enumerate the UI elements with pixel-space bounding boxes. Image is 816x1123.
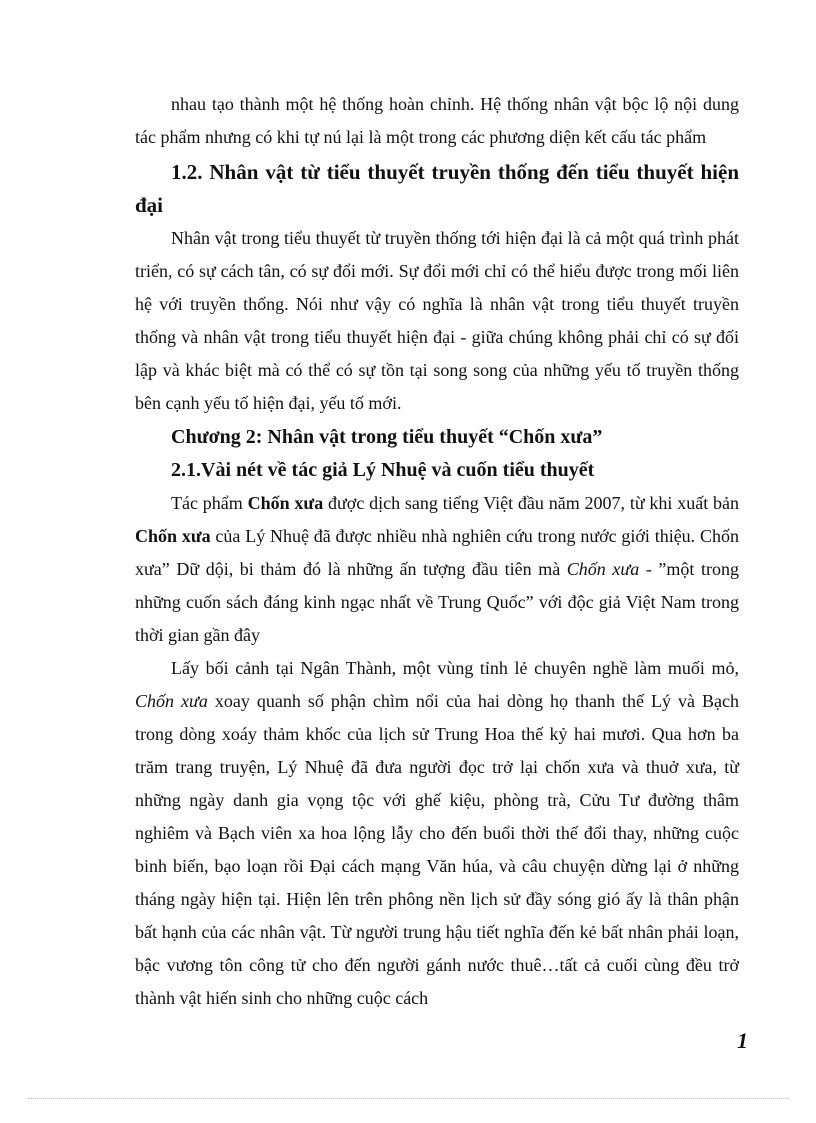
paragraph-3-text-4: - ”một trong những cuốn sách đáng kinh ngạc nhất về Trung Quốc” với độc giả Việt Nam trong thời gian gần đây xyxy=(135,559,740,645)
paragraph-3-bold-title-1: Chốn xưa xyxy=(247,493,324,513)
paragraph-3-text-3: của Lý Nhuệ đã được nhiều nhà nghiên cứu trong nước giới thiệu. Chốn xưa” Dữ dội, bi thảm đó là những ấn tượng đầu tiên mà xyxy=(135,526,739,579)
page-number: 1 xyxy=(737,1028,748,1053)
paragraph-3-text-2: được dịch sang tiếng Việt đầu năm 2007, từ khi xuất bản xyxy=(323,493,739,513)
paragraph-3-text-1: Tác phẩm xyxy=(171,493,248,513)
page-body xyxy=(135,88,739,1015)
paragraph-3 xyxy=(135,487,739,652)
chapter-heading-2: Chương 2: Nhân vật trong tiểu thuyết “Chốn xưa” xyxy=(171,426,603,448)
page-divider xyxy=(28,1098,788,1099)
section-heading-2-1: 2.1.Vài nét về tác giả Lý Nhuệ và cuốn tiểu thuyết xyxy=(171,459,595,481)
paragraph-2: Nhân vật trong tiểu thuyết từ truyền thống tới hiện đại là cả một quá trình phát triển, có sự cách tân, có sự đổi mới. Sự đổi mới chỉ có thể hiểu được trong mối liên hệ với truyền thống. Nói như vậy có nghĩa là nhân vật trong tiểu thuyết truyền thống và nhân vật trong tiểu thuyết hiện đại - giữa chúng không phải chỉ có sự đối lập và khác biệt mà có thể có sự tồn tại song song của những yếu tố truyền thống bên cạnh yếu tố hiện đại, yếu tố mới. xyxy=(135,228,739,413)
paragraph-4 xyxy=(135,652,739,1015)
paragraph-1: nhau tạo thành một hệ thống hoàn chỉnh. Hệ thống nhân vật bộc lộ nội dung tác phẩm nhưng có khi tự nú lại là một trong các phương diện kết cấu tác phẩm xyxy=(135,94,739,147)
paragraph-3-bold-title-2: Chốn xưa xyxy=(135,526,211,546)
paragraph-4-text-2: xoay quanh số phận chìm nổi của hai dòng họ thanh thế Lý và Bạch trong dòng xoáy thảm khốc của lịch sử Trung Hoa thế kỷ hai mươi. Qua hơn ba trăm trang truyện, Lý Nhuệ đã đưa người đọc trở lại chốn xưa và thuở xưa, từ những ngày danh gia vọng tộc với ghế kiệu, phòng trà, Cửu Tư đường thâm nghiêm và Bạch viên xa hoa lộng lẫy cho đến buổi thời thế đổi thay, những cuộc binh biến, bạo loạn rồi Đại cách mạng Văn húa, và câu chuyện dừng lại ở những tháng ngày hiện tại. Hiện lên trên phông nền lịch sử đầy sóng gió ấy là thân phận bất hạnh của các nhân vật. Từ người trung hậu tiết nghĩa đến kẻ bất nhân phải loạn, bậc vương tôn công tử cho đến người gánh nước thuê…tất cả cuối cùng đều trở thành vật hiến sinh cho những cuộc cách xyxy=(135,691,740,1008)
section-heading-1-2: 1.2. Nhân vật từ tiểu thuyết truyền thống đến tiểu thuyết hiện đại xyxy=(135,160,739,217)
paragraph-4-italic-title: Chốn xưa xyxy=(135,691,208,711)
paragraph-4-text-1: Lấy bối cảnh tại Ngân Thành, một vùng tỉnh lẻ chuyên nghề làm muối mỏ, xyxy=(171,658,739,678)
paragraph-3-italic-title: Chốn xưa xyxy=(566,559,640,579)
